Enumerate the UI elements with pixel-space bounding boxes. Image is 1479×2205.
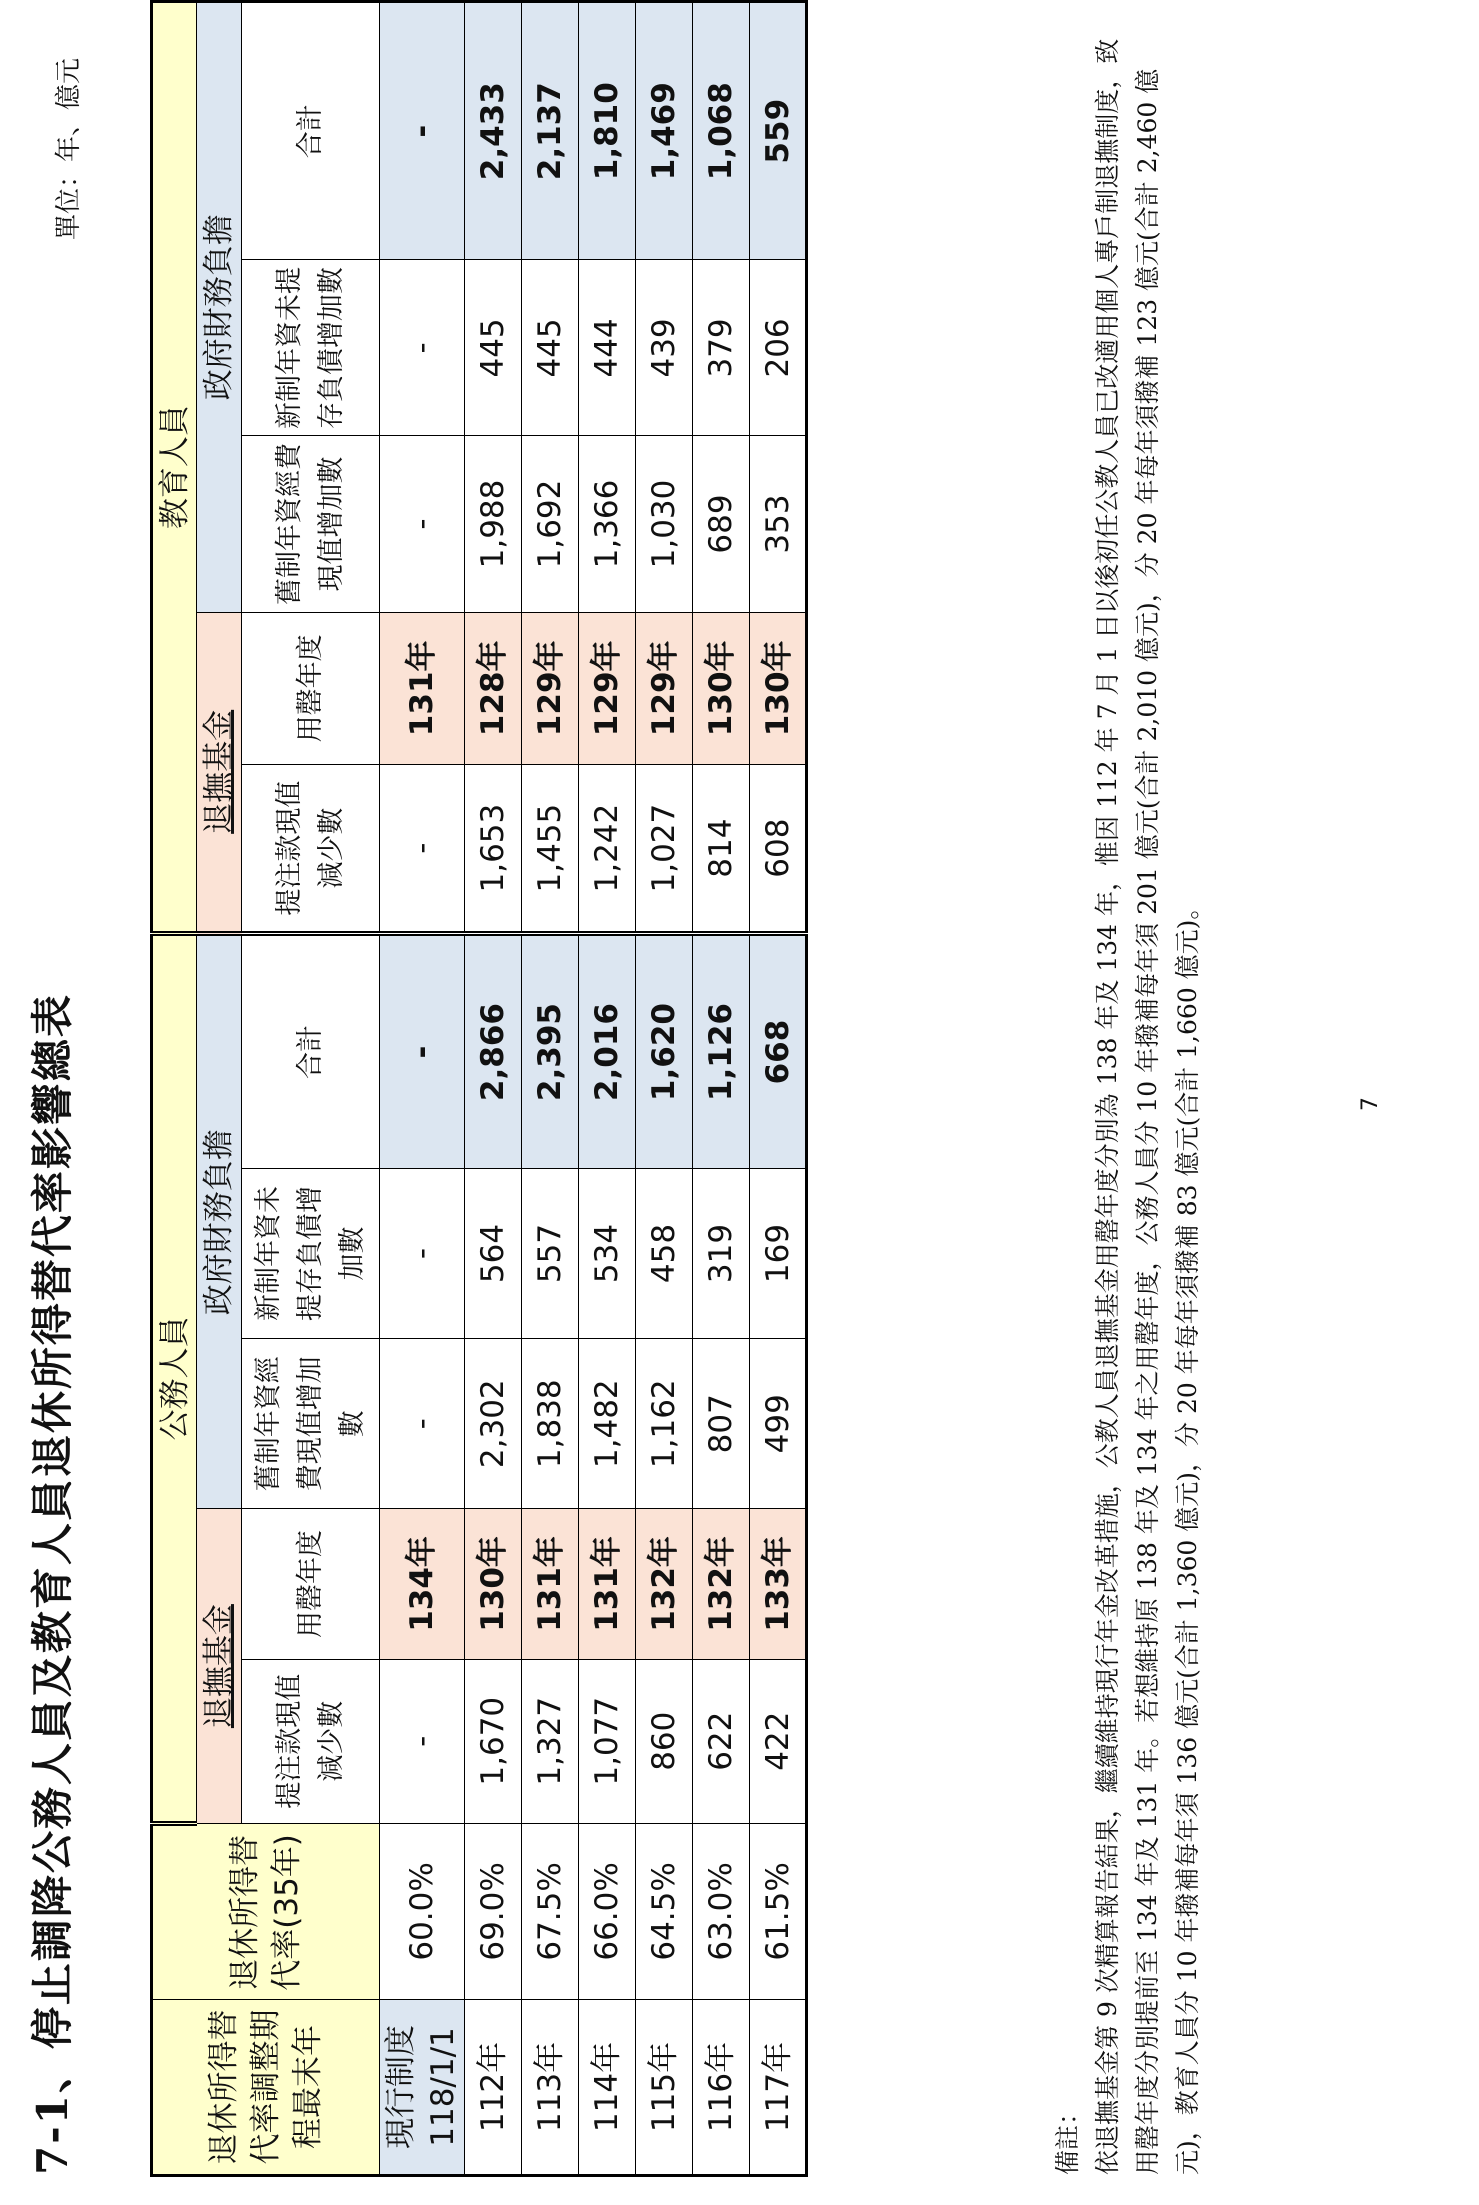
civil-contribution-cell: - [380, 1659, 465, 1823]
header-teachers: 教育人員 [152, 2, 197, 934]
header-teacher-fund: 退撫基金 [197, 612, 242, 934]
teacher-bankrupt-cell: 129年 [522, 612, 579, 765]
teacher-contribution-cell: 608 [750, 765, 807, 934]
teacher-new-cell: - [380, 260, 465, 436]
civil-old-cell: 807 [693, 1339, 750, 1509]
teacher-new-cell: 444 [579, 260, 636, 436]
civil-total-cell: 2,866 [465, 934, 522, 1169]
table-row [380, 2, 465, 2176]
header-civil-bankrupt-year: 用罄年度 [242, 1509, 380, 1659]
row-rate: 60.0% [380, 1823, 465, 1999]
civil-total-cell: - [380, 934, 465, 1169]
table-row [693, 2, 750, 2176]
header-civil-total: 合計 [242, 934, 380, 1169]
teacher-old-cell: 1,988 [465, 436, 522, 612]
teacher-new-cell: 379 [693, 260, 750, 436]
table-row [579, 2, 636, 2176]
header-teacher-total: 合計 [242, 2, 380, 260]
row-year: 114年 [579, 1999, 636, 2175]
teacher-contribution-cell: 1,653 [465, 765, 522, 934]
civil-total-cell: 668 [750, 934, 807, 1169]
notes-text: 依退撫基金第 9 次精算報告結果，繼續維持現行年金改革措施，公教人員退撫基金用罄年度分別為 138 年及 134 年，惟因 112 年 7 月 1 日以後初任公教人員已改適用個人專戶制退撫制度，致用罄年度分別提前至 134 年及 131 年。若想維持原 138 年及 134 年之用罄年度，公務人員分 10 年撥補每年須 201 億元(合計 2,010 億元)，分 20 年每年須撥補 123 億元(合計 2,460 億元)，教育人員分 10 年撥補每年須 136 億元(合計 1,360 億元)，分 20 年每年須撥補 83 億元(合計 1,660 億元)。 [1093, 38, 1202, 2175]
civil-bankrupt-cell: 130年 [465, 1509, 522, 1659]
teacher-bankrupt-cell: 130年 [693, 612, 750, 765]
teacher-total-cell: 2,137 [522, 2, 579, 260]
header-period: 退休所得替代率調整期程最末年 [152, 1999, 380, 2175]
row-year: 117年 [750, 1999, 807, 2175]
civil-new-cell: - [380, 1168, 465, 1338]
civil-contribution-cell: 422 [750, 1659, 807, 1823]
notes-section [1048, 15, 1208, 2175]
civil-new-cell: 458 [636, 1168, 693, 1338]
row-year: 116年 [693, 1999, 750, 2175]
civil-bankrupt-cell: 134年 [380, 1509, 465, 1659]
teacher-old-cell: 1,366 [579, 436, 636, 612]
teacher-total-cell: 559 [750, 2, 807, 260]
civil-total-cell: 2,016 [579, 934, 636, 1169]
teacher-old-cell: 1,030 [636, 436, 693, 612]
header-civil-servants: 公務人員 [152, 934, 197, 1824]
row-rate: 61.5% [750, 1823, 807, 1999]
header-teacher-bankrupt-year: 用罄年度 [242, 612, 380, 765]
teacher-total-cell: 1,068 [693, 2, 750, 260]
table-row [522, 2, 579, 2176]
row-year: 115年 [636, 1999, 693, 2175]
notes-label: 備註： [1053, 2099, 1082, 2175]
page-title: 7-1、停止調降公務人員及教育人員退休所得替代率影響總表 [28, 993, 77, 2175]
civil-contribution-cell: 1,077 [579, 1659, 636, 1823]
teacher-contribution-cell: 814 [693, 765, 750, 934]
civil-new-cell: 564 [465, 1168, 522, 1338]
teacher-bankrupt-cell: 130年 [750, 612, 807, 765]
teacher-new-cell: 445 [522, 260, 579, 436]
impact-table [150, 0, 808, 2177]
table-row [465, 2, 522, 2176]
header-teacher-gov: 政府財務負擔 [197, 2, 242, 613]
civil-total-cell: 1,620 [636, 934, 693, 1169]
teacher-contribution-cell: 1,027 [636, 765, 693, 934]
header-teacher-new-system: 新制年資未提存負債增加數 [242, 260, 380, 436]
table-row [636, 2, 693, 2176]
civil-old-cell: 1,838 [522, 1339, 579, 1509]
civil-bankrupt-cell: 133年 [750, 1509, 807, 1659]
header-teacher-contribution: 提注款現值減少數 [242, 765, 380, 934]
row-year: 現行制度118/1/1 [380, 1999, 465, 2175]
teacher-total-cell: 2,433 [465, 2, 522, 260]
civil-total-cell: 2,395 [522, 934, 579, 1169]
row-rate: 69.0% [465, 1823, 522, 1999]
header-rate: 退休所得替代率(35年) [152, 1823, 380, 1999]
header-teacher-old-system: 舊制年資經費現值增加數 [242, 436, 380, 612]
header-civil-new-system: 新制年資未提存負債增加數 [242, 1168, 380, 1338]
civil-bankrupt-cell: 131年 [579, 1509, 636, 1659]
teacher-bankrupt-cell: 129年 [579, 612, 636, 765]
unit-label: 單位：年、億元 [54, 58, 84, 241]
row-rate: 64.5% [636, 1823, 693, 1999]
row-rate: 67.5% [522, 1823, 579, 1999]
header-civil-fund: 退撫基金 [197, 1509, 242, 1824]
teacher-new-cell: 445 [465, 260, 522, 436]
civil-new-cell: 169 [750, 1168, 807, 1338]
civil-contribution-cell: 1,327 [522, 1659, 579, 1823]
civil-bankrupt-cell: 132年 [693, 1509, 750, 1659]
teacher-contribution-cell: - [380, 765, 465, 934]
teacher-total-cell: 1,469 [636, 2, 693, 260]
teacher-bankrupt-cell: 129年 [636, 612, 693, 765]
civil-new-cell: 319 [693, 1168, 750, 1338]
civil-contribution-cell: 860 [636, 1659, 693, 1823]
civil-total-cell: 1,126 [693, 934, 750, 1169]
teacher-new-cell: 439 [636, 260, 693, 436]
row-year: 112年 [465, 1999, 522, 2175]
civil-new-cell: 534 [579, 1168, 636, 1338]
row-year: 113年 [522, 1999, 579, 2175]
teacher-old-cell: - [380, 436, 465, 612]
teacher-contribution-cell: 1,242 [579, 765, 636, 934]
civil-old-cell: 499 [750, 1339, 807, 1509]
teacher-total-cell: 1,810 [579, 2, 636, 260]
header-civil-gov: 政府財務負擔 [197, 934, 242, 1509]
teacher-bankrupt-cell: 131年 [380, 612, 465, 765]
civil-new-cell: 557 [522, 1168, 579, 1338]
page-number: 7 [1358, 1097, 1383, 1111]
teacher-bankrupt-cell: 128年 [465, 612, 522, 765]
civil-old-cell: 1,162 [636, 1339, 693, 1509]
teacher-new-cell: 206 [750, 260, 807, 436]
civil-contribution-cell: 622 [693, 1659, 750, 1823]
teacher-old-cell: 689 [693, 436, 750, 612]
header-civil-contribution: 提注款現值減少數 [242, 1659, 380, 1823]
header-civil-old-system: 舊制年資經費現值增加數 [242, 1339, 380, 1509]
civil-contribution-cell: 1,670 [465, 1659, 522, 1823]
table-row [750, 2, 807, 2176]
civil-bankrupt-cell: 132年 [636, 1509, 693, 1659]
teacher-old-cell: 353 [750, 436, 807, 612]
civil-old-cell: 1,482 [579, 1339, 636, 1509]
teacher-total-cell: - [380, 2, 465, 260]
teacher-old-cell: 1,692 [522, 436, 579, 612]
row-rate: 63.0% [693, 1823, 750, 1999]
civil-old-cell: - [380, 1339, 465, 1509]
civil-bankrupt-cell: 131年 [522, 1509, 579, 1659]
row-rate: 66.0% [579, 1823, 636, 1999]
teacher-contribution-cell: 1,455 [522, 765, 579, 934]
civil-old-cell: 2,302 [465, 1339, 522, 1509]
